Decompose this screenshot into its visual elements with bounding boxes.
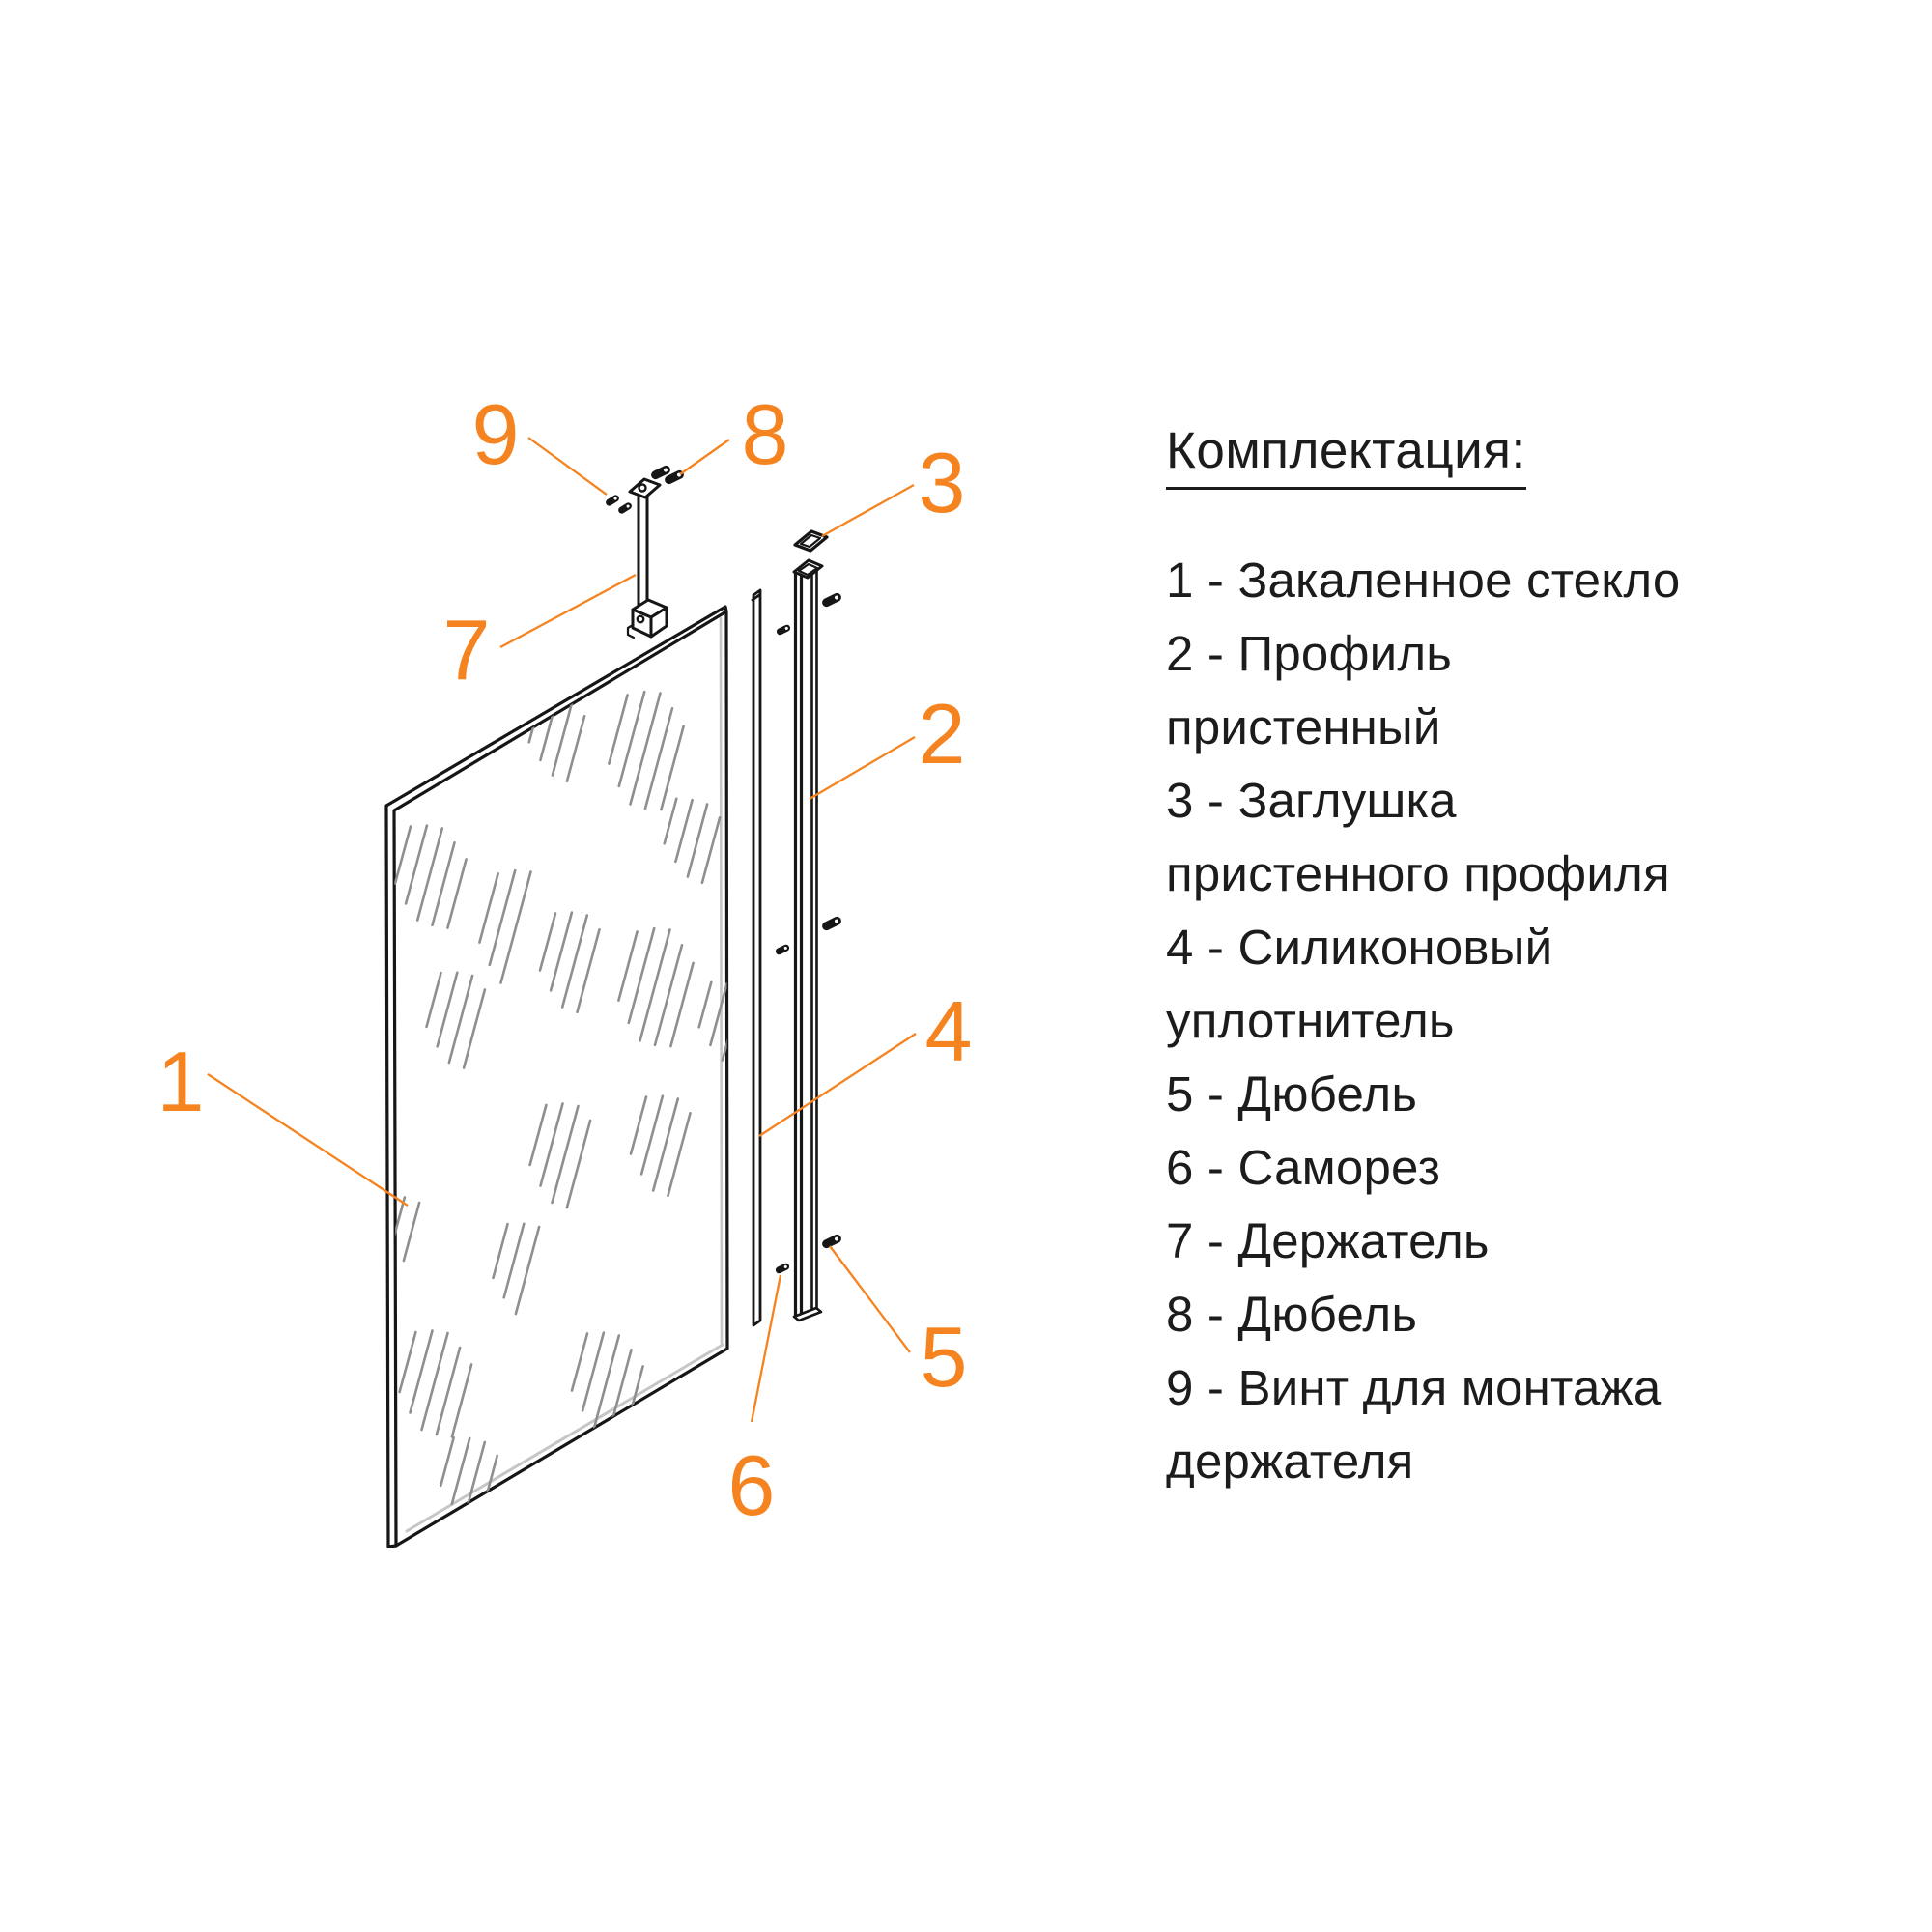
legend-item-6 [1166, 1131, 1680, 1205]
screw-icon [775, 944, 791, 956]
callout-leader-7 [500, 575, 636, 647]
legend-item-line: 6 - Саморез [1166, 1139, 1441, 1195]
legend-item-9 [1166, 1351, 1680, 1498]
silicone-seal [753, 590, 760, 1325]
legend-item-2 [1166, 617, 1680, 764]
profile-cap [795, 531, 827, 551]
legend-item-line: 5 - Дюбель [1166, 1065, 1418, 1122]
legend-item-line: 2 - Профиль [1166, 625, 1453, 681]
legend-item-line: пристенного профиля [1166, 845, 1670, 901]
legend-item-4 [1166, 911, 1680, 1058]
dowel-icon [821, 591, 843, 608]
callout-leader-8 [680, 440, 729, 474]
glass-holder [628, 479, 667, 638]
callout-leader-1 [208, 1074, 408, 1206]
screw-icon [617, 501, 633, 515]
callout-number-6: 6 [727, 1437, 776, 1533]
legend-item-line: 3 - Заглушка [1166, 772, 1457, 828]
callout-leader-3 [822, 485, 914, 536]
callout-number-8: 8 [741, 386, 789, 482]
legend-item-line: 9 - Винт для монтажа [1166, 1359, 1662, 1415]
legend-item-line: 4 - Силиконовый [1166, 919, 1553, 975]
screw-icon [775, 1263, 791, 1275]
callout-leader-6 [752, 1275, 781, 1422]
wall-profile [794, 560, 822, 1321]
callout-number-2: 2 [918, 686, 966, 781]
callout-number-7: 7 [442, 602, 491, 697]
legend-item-8 [1166, 1278, 1680, 1351]
legend-item-line: уплотнитель [1166, 992, 1455, 1048]
callout-number-9: 9 [471, 386, 520, 482]
callout-leader-5 [830, 1246, 910, 1352]
legend-title: Комплектация: [1166, 422, 1526, 490]
callout-number-1: 1 [156, 1034, 205, 1129]
callout-leader-2 [810, 737, 915, 799]
legend-item-1 [1166, 544, 1680, 617]
tempered-glass-panel [380, 607, 742, 1547]
legend-item-3 [1166, 764, 1680, 911]
callout-number-4: 4 [924, 983, 973, 1079]
callout-number-3: 3 [918, 435, 966, 530]
screw-icon [776, 624, 792, 637]
legend-item-7 [1166, 1205, 1680, 1278]
legend-item-line: 1 - Закаленное стекло [1166, 552, 1681, 608]
legend-item-5 [1166, 1058, 1680, 1131]
parts-legend [1166, 422, 1680, 1498]
legend-item-line: 8 - Дюбель [1166, 1286, 1418, 1342]
legend-item-line: держателя [1166, 1433, 1414, 1489]
callout-leader-9 [528, 438, 607, 495]
callout-number-5: 5 [920, 1309, 968, 1405]
dowel-icon [821, 915, 843, 931]
legend-item-line: 7 - Держатель [1166, 1212, 1490, 1268]
legend-items [1166, 544, 1680, 1498]
legend-item-line: пристенный [1166, 698, 1441, 754]
callout-leader-4 [759, 1034, 916, 1136]
screw-icon [605, 494, 620, 507]
